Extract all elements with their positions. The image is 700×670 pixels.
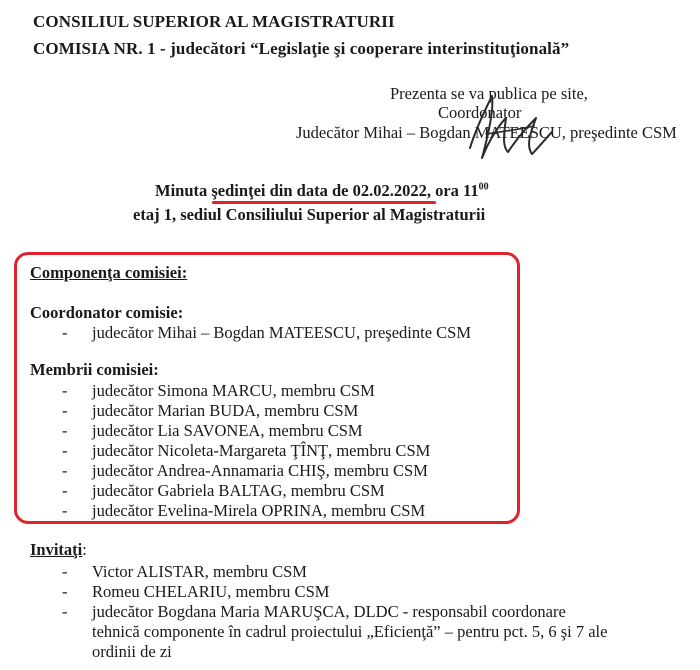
minute-title xyxy=(155,181,489,201)
member-item: - judecător Lia SAVONEA, membru CSM xyxy=(62,421,363,440)
minute-location: etaj 1, sediul Consiliului Superior al Magistraturii xyxy=(133,205,486,224)
member-item: - judecător Nicoleta-Margareta ŢÎNŢ, membru CSM xyxy=(62,441,431,460)
guest-item: - Victor ALISTAR, membru CSM xyxy=(62,562,307,581)
member-item: - judecător Marian BUDA, membru CSM xyxy=(62,401,359,420)
member-item: - judecător Simona MARCU, membru CSM xyxy=(62,381,375,400)
minute-title-prefix: Minuta xyxy=(155,181,212,200)
minute-time-sup: 00 xyxy=(478,181,489,193)
member-item: - judecător Andrea-Annamaria CHIŞ, membru CSM xyxy=(62,461,428,480)
minute-title-date: şedinţei din data de 02.02.2022 xyxy=(211,181,427,200)
commission-title: COMISIA NR. 1 - judecători “Legislaţie şi cooperare interinstituţională” xyxy=(33,39,570,58)
member-item: - judecător Evelina-Mirela OPRINA, membru CSM xyxy=(62,501,426,520)
publish-note: Prezenta se va publica pe site, xyxy=(390,84,588,103)
date-highlight-underline xyxy=(212,201,436,204)
coordinator-heading: Coordonator comisie: xyxy=(30,303,184,322)
guests-heading: Invitaţi: xyxy=(30,540,87,559)
member-item: - judecător Gabriela BALTAG, membru CSM xyxy=(62,481,385,500)
composition-heading: Componenţa comisiei: xyxy=(30,263,188,282)
signature-image xyxy=(456,88,556,170)
members-heading: Membrii comisiei: xyxy=(30,360,159,379)
approval-role: Coordonator xyxy=(438,103,522,122)
approval-person: Judecător Mihai – Bogdan MATEESCU, preşedinte CSM xyxy=(296,123,677,142)
minute-title-suffix: , ora 11 xyxy=(426,181,479,200)
guest-item: - Romeu CHELARIU, membru CSM xyxy=(62,582,330,601)
coordinator-item: - judecător Mihai – Bogdan MATEESCU, preşedinte CSM xyxy=(62,323,472,342)
org-title: CONSILIUL SUPERIOR AL MAGISTRATURII xyxy=(33,12,395,31)
guest-item-continuation: tehnică componente în cadrul proiectului „Eficienţă” – pentru pct. 5, 6 şi 7 ale xyxy=(92,622,608,641)
guest-item-continuation: ordinii de zi xyxy=(92,642,172,661)
guest-item: - judecător Bogdana Maria MARUŞCA, DLDC - responsabil coordonare xyxy=(62,602,566,621)
